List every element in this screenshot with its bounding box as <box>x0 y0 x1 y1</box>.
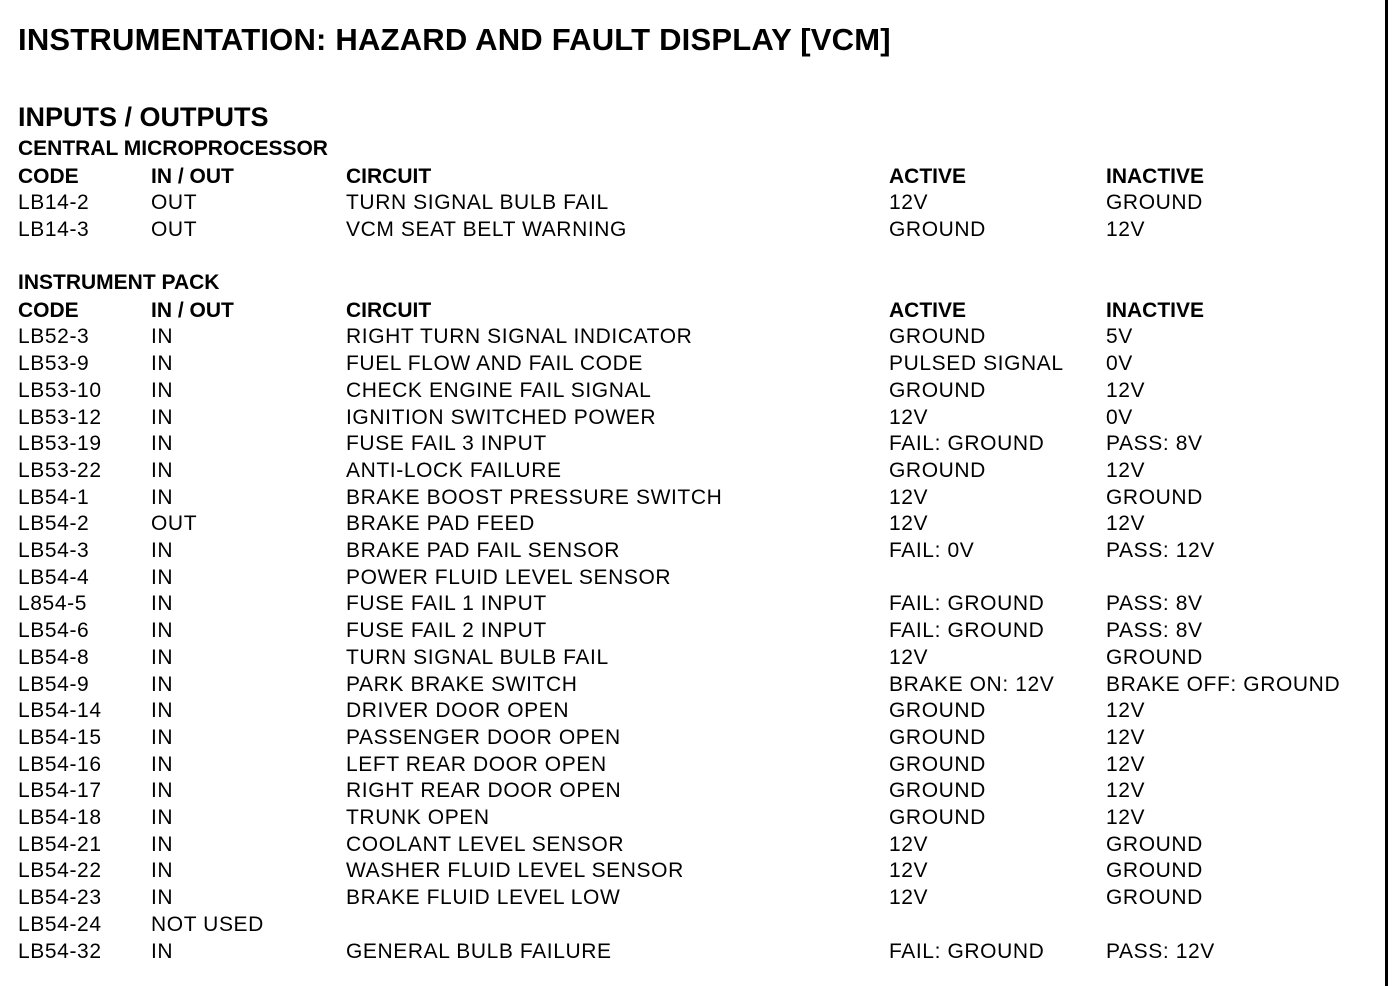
cell-io: IN <box>151 672 174 696</box>
cell-inactive: 12V <box>1106 378 1146 402</box>
column-header-row <box>0 164 1380 191</box>
cell-inactive: 5V <box>1106 325 1133 349</box>
cell-io: IN <box>151 699 174 723</box>
table-row <box>0 725 1380 752</box>
cell-circuit: TURN SIGNAL BULB FAIL <box>346 645 609 669</box>
cell-code: LB52-3 <box>18 325 90 349</box>
cell-circuit: GENERAL BULB FAILURE <box>346 939 612 963</box>
cell-active: 12V <box>889 405 929 429</box>
cell-circuit: BRAKE PAD FEED <box>346 512 535 536</box>
table-row <box>0 805 1380 832</box>
cell-active: PULSED SIGNAL <box>889 352 1064 376</box>
table-row <box>0 832 1380 859</box>
cell-code: LB54-32 <box>18 939 102 963</box>
table-row <box>0 351 1380 378</box>
cell-circuit: ANTI-LOCK FAILURE <box>346 458 562 482</box>
cell-active: FAIL: GROUND <box>889 432 1045 456</box>
cell-io: NOT USED <box>151 912 264 936</box>
cell-inactive: PASS: 8V <box>1106 592 1203 616</box>
cell-circuit: DRIVER DOOR OPEN <box>346 699 570 723</box>
table-row <box>0 538 1380 565</box>
cell-code: LB54-2 <box>18 512 90 536</box>
cell-code: LB53-12 <box>18 405 102 429</box>
cell-inactive: PASS: 8V <box>1106 432 1203 456</box>
column-header-active: ACTIVE <box>889 164 967 188</box>
cell-code: LB54-16 <box>18 752 102 776</box>
cell-io: IN <box>151 752 174 776</box>
cell-active: GROUND <box>889 779 986 803</box>
cell-circuit: WASHER FLUID LEVEL SENSOR <box>346 859 684 883</box>
cell-circuit: RIGHT TURN SIGNAL INDICATOR <box>346 325 693 349</box>
column-header-inactive: INACTIVE <box>1106 298 1205 322</box>
cell-active: GROUND <box>889 218 986 242</box>
cell-inactive: 12V <box>1106 699 1146 723</box>
cell-inactive: GROUND <box>1106 485 1203 509</box>
cell-io: IN <box>151 325 174 349</box>
cell-code: LB54-9 <box>18 672 90 696</box>
cell-io: IN <box>151 725 174 749</box>
cell-io: IN <box>151 592 174 616</box>
cell-code: LB54-4 <box>18 565 90 589</box>
cell-active: 12V <box>889 645 929 669</box>
table-row <box>0 591 1380 618</box>
cell-code: LB54-18 <box>18 806 102 829</box>
cell-io: IN <box>151 458 174 482</box>
column-header-circuit: CIRCUIT <box>346 164 432 188</box>
cell-code: LB54-24 <box>18 912 102 936</box>
cell-io: IN <box>151 645 174 669</box>
column-header-code: CODE <box>18 298 79 322</box>
column-header-code: CODE <box>18 164 79 188</box>
table-row <box>0 672 1380 699</box>
section-title: CENTRAL MICROPROCESSOR <box>18 137 328 160</box>
cell-active: 12V <box>889 859 929 883</box>
table-row <box>0 405 1380 432</box>
cell-io: IN <box>151 779 174 803</box>
cell-io: IN <box>151 806 174 829</box>
cell-inactive: PASS: 12V <box>1106 539 1215 562</box>
cell-active: GROUND <box>889 378 986 402</box>
cell-circuit: VCM SEAT BELT WARNING <box>346 218 627 242</box>
cell-code: LB54-23 <box>18 886 102 910</box>
cell-code: LB54-15 <box>18 725 102 749</box>
cell-active: GROUND <box>889 325 986 349</box>
cell-io: IN <box>151 859 174 883</box>
table-row <box>0 618 1380 645</box>
cell-code: LB53-22 <box>18 458 102 482</box>
cell-inactive: PASS: 12V <box>1106 939 1215 963</box>
cell-active: FAIL: 0V <box>889 539 975 562</box>
cell-io: OUT <box>151 218 198 242</box>
cell-inactive: 12V <box>1106 779 1146 803</box>
cell-inactive: GROUND <box>1106 191 1203 215</box>
cell-circuit: IGNITION SWITCHED POWER <box>346 405 657 429</box>
table-row <box>0 565 1380 592</box>
table-row <box>0 778 1380 805</box>
inputs-outputs-heading: INPUTS / OUTPUTS <box>18 102 269 132</box>
cell-circuit: RIGHT REAR DOOR OPEN <box>346 779 622 803</box>
cell-active: 12V <box>889 512 929 536</box>
cell-inactive: PASS: 8V <box>1106 619 1203 643</box>
cell-code: LB54-17 <box>18 779 102 803</box>
table-row <box>0 912 1380 939</box>
cell-inactive: BRAKE OFF: GROUND <box>1106 672 1341 696</box>
cell-circuit: COOLANT LEVEL SENSOR <box>346 832 625 856</box>
cell-inactive: 12V <box>1106 512 1146 536</box>
table-row <box>0 645 1380 672</box>
cell-active: GROUND <box>889 752 986 776</box>
cell-code: LB54-14 <box>18 699 102 723</box>
cell-io: IN <box>151 485 174 509</box>
cell-code: LB53-10 <box>18 378 102 402</box>
table-row <box>0 511 1380 538</box>
cell-code: LB53-9 <box>18 352 90 376</box>
table-row <box>0 431 1380 458</box>
cell-io: IN <box>151 539 174 562</box>
table-row <box>0 939 1380 966</box>
cell-io: IN <box>151 352 174 376</box>
cell-circuit: FUEL FLOW AND FAIL CODE <box>346 352 643 376</box>
cell-code: LB54-22 <box>18 859 102 883</box>
cell-active: 12V <box>889 832 929 856</box>
table-row <box>0 217 1380 244</box>
cell-inactive: 12V <box>1106 218 1146 242</box>
cell-active: GROUND <box>889 806 986 829</box>
cell-code: LB54-3 <box>18 539 90 562</box>
section-title: INSTRUMENT PACK <box>18 271 220 294</box>
cell-code: LB54-6 <box>18 619 90 643</box>
column-header-active: ACTIVE <box>889 298 967 322</box>
cell-active: GROUND <box>889 458 986 482</box>
cell-io: IN <box>151 619 174 643</box>
cell-circuit: TURN SIGNAL BULB FAIL <box>346 191 609 215</box>
table-row <box>0 858 1380 885</box>
cell-active: 12V <box>889 886 929 910</box>
table-row <box>0 458 1380 485</box>
cell-io: IN <box>151 832 174 856</box>
cell-inactive: 12V <box>1106 752 1146 776</box>
cell-circuit: FUSE FAIL 3 INPUT <box>346 432 547 456</box>
cell-circuit: PARK BRAKE SWITCH <box>346 672 578 696</box>
cell-inactive: GROUND <box>1106 859 1203 883</box>
cell-code: L854-5 <box>18 592 87 616</box>
table-row <box>0 378 1380 405</box>
document-title: INSTRUMENTATION: HAZARD AND FAULT DISPLAY [VCM] <box>18 22 891 57</box>
cell-io: IN <box>151 939 174 963</box>
table-row <box>0 885 1380 912</box>
page-right-border <box>1385 0 1388 986</box>
cell-circuit: FUSE FAIL 1 INPUT <box>346 592 547 616</box>
cell-io: IN <box>151 565 174 589</box>
cell-code: LB14-3 <box>18 218 90 242</box>
cell-inactive: GROUND <box>1106 832 1203 856</box>
cell-circuit: BRAKE FLUID LEVEL LOW <box>346 886 621 910</box>
cell-circuit: CHECK ENGINE FAIL SIGNAL <box>346 378 652 402</box>
cell-inactive: 0V <box>1106 352 1133 376</box>
column-header-row <box>0 298 1380 325</box>
table-row <box>0 485 1380 512</box>
column-header-inactive: INACTIVE <box>1106 164 1205 188</box>
cell-code: LB14-2 <box>18 191 90 215</box>
cell-circuit: TRUNK OPEN <box>346 806 490 829</box>
cell-active: FAIL: GROUND <box>889 592 1045 616</box>
cell-circuit: POWER FLUID LEVEL SENSOR <box>346 565 672 589</box>
cell-active: FAIL: GROUND <box>889 619 1045 643</box>
cell-active: 12V <box>889 191 929 215</box>
column-header-circuit: CIRCUIT <box>346 298 432 322</box>
cell-active: GROUND <box>889 725 986 749</box>
cell-io: IN <box>151 405 174 429</box>
cell-io: OUT <box>151 512 198 536</box>
cell-active: GROUND <box>889 699 986 723</box>
cell-active: 12V <box>889 485 929 509</box>
cell-inactive: 12V <box>1106 725 1146 749</box>
table-row <box>0 324 1380 351</box>
cell-inactive: 0V <box>1106 405 1133 429</box>
cell-circuit: BRAKE PAD FAIL SENSOR <box>346 539 621 562</box>
cell-code: LB54-21 <box>18 832 102 856</box>
cell-inactive: GROUND <box>1106 645 1203 669</box>
cell-circuit: LEFT REAR DOOR OPEN <box>346 752 607 776</box>
cell-circuit: FUSE FAIL 2 INPUT <box>346 619 547 643</box>
cell-active: BRAKE ON: 12V <box>889 672 1055 696</box>
column-header-io: IN / OUT <box>151 298 234 322</box>
cell-code: LB54-1 <box>18 485 90 509</box>
table-row <box>0 190 1380 217</box>
cell-code: LB53-19 <box>18 432 102 456</box>
cell-active: FAIL: GROUND <box>889 939 1045 963</box>
cell-code: LB54-8 <box>18 645 90 669</box>
cell-io: IN <box>151 378 174 402</box>
cell-io: IN <box>151 886 174 910</box>
column-header-io: IN / OUT <box>151 164 234 188</box>
cell-inactive: 12V <box>1106 806 1146 829</box>
cell-io: OUT <box>151 191 198 215</box>
table-row <box>0 698 1380 725</box>
cell-circuit: BRAKE BOOST PRESSURE SWITCH <box>346 485 723 509</box>
cell-circuit: PASSENGER DOOR OPEN <box>346 725 621 749</box>
cell-inactive: GROUND <box>1106 886 1203 910</box>
cell-inactive: 12V <box>1106 458 1146 482</box>
table-row <box>0 752 1380 779</box>
cell-io: IN <box>151 432 174 456</box>
